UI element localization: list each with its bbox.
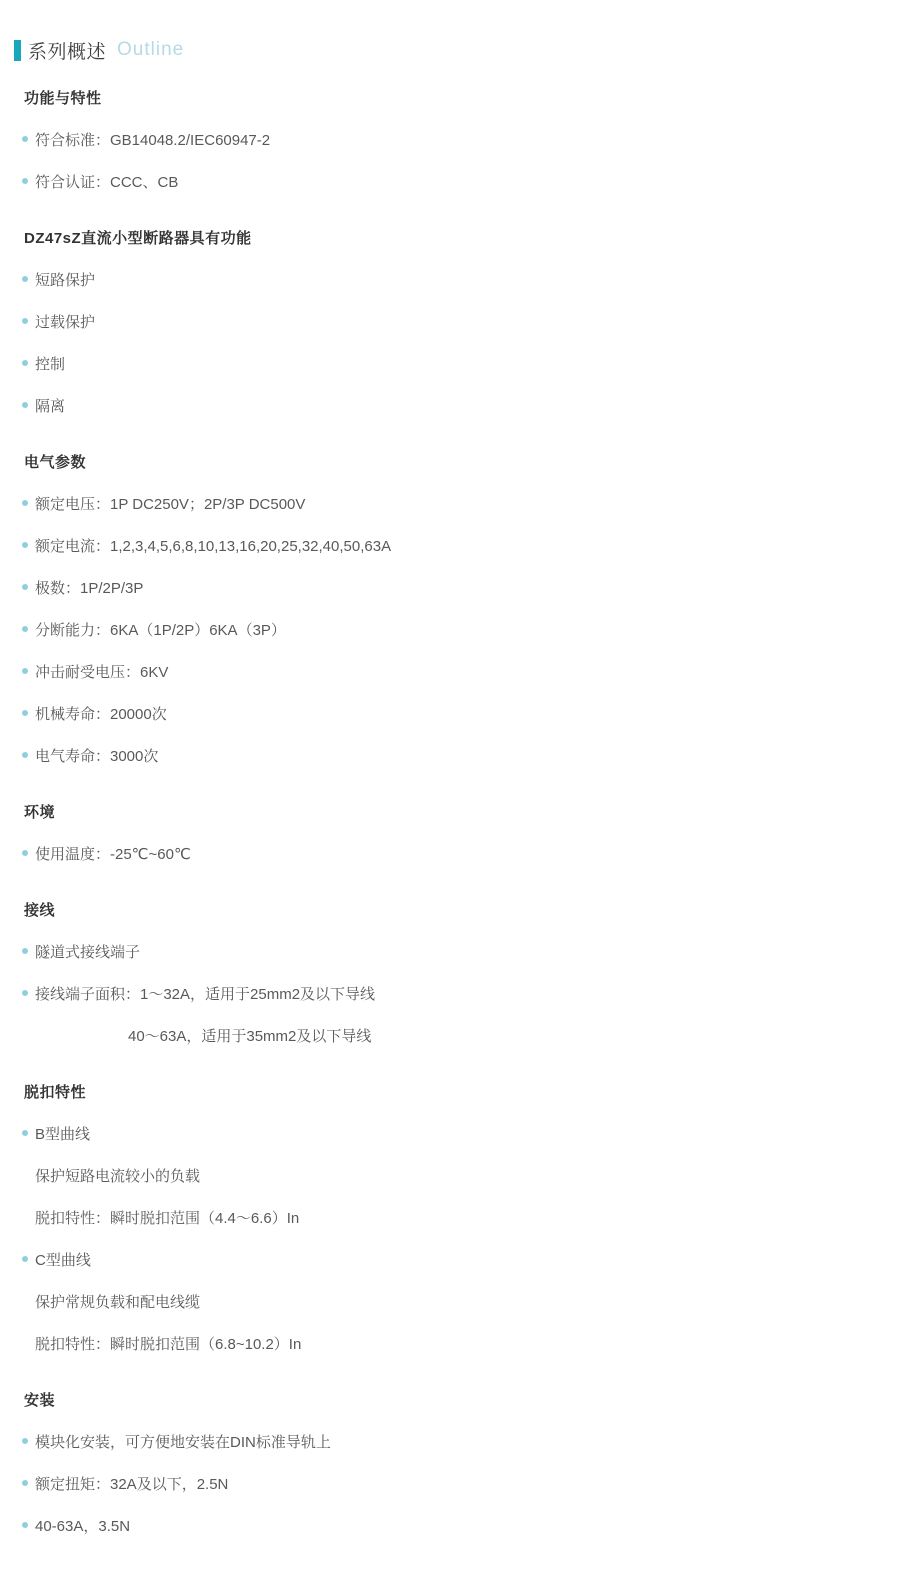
list-item-text: 模块化安装，可方便地安装在DIN标准导轨上 [35, 1433, 331, 1451]
list-item [22, 384, 900, 426]
list-item [22, 1280, 900, 1322]
bullet-icon [22, 626, 28, 632]
list-item-text: 40～63A，适用于35mm2及以下导线 [128, 1027, 372, 1045]
list-item [22, 482, 900, 524]
list-item-text: 额定电流：1,2,3,4,5,6,8,10,13,16,20,25,32,40,50,63A [35, 537, 392, 555]
bullet-icon [22, 1438, 28, 1444]
list-item [22, 1462, 900, 1504]
list-item [22, 342, 900, 384]
section-heading: 环境 [24, 803, 56, 821]
page-header [14, 38, 900, 62]
list-item [22, 566, 900, 608]
list-item-text: 符合标准：GB14048.2/IEC60947-2 [35, 131, 271, 149]
bullet-icon [22, 584, 28, 590]
list-item-text: 电气寿命：3000次 [35, 747, 159, 765]
list-item-text: 脱扣特性：瞬时脱扣范围（4.4～6.6）In [35, 1209, 300, 1227]
bullet-icon [22, 360, 28, 366]
list-item [22, 1196, 900, 1238]
bullet-icon [22, 136, 28, 142]
section-heading: 安装 [24, 1391, 56, 1409]
list-item [22, 930, 900, 972]
bullet-icon [22, 500, 28, 506]
bullet-icon [22, 1522, 28, 1528]
list-item-text: 极数：1P/2P/3P [35, 579, 144, 597]
list-item-text: 符合认证：CCC、CB [35, 173, 179, 191]
accent-bar-icon [14, 40, 21, 61]
list-item-text: 40-63A，3.5N [35, 1517, 131, 1535]
bullet-icon [22, 668, 28, 674]
list-item [22, 692, 900, 734]
list-item [22, 118, 900, 160]
list-item-text: 保护短路电流较小的负载 [35, 1167, 201, 1185]
list-item-text: 短路保护 [35, 271, 96, 289]
list-item [22, 1112, 900, 1154]
bullet-icon [22, 850, 28, 856]
page-title: 系列概述 [28, 41, 107, 63]
bullet-icon [22, 1130, 28, 1136]
bullet-icon [22, 542, 28, 548]
list-item-text: 额定扭矩：32A及以下，2.5N [35, 1475, 229, 1493]
section-heading: DZ47sZ直流小型断路器具有功能 [24, 229, 252, 247]
list-item-text: 额定电压：1P DC250V；2P/3P DC500V [35, 495, 306, 513]
list-item [22, 1238, 900, 1280]
list-item [22, 1504, 900, 1546]
list-item-text: C型曲线 [35, 1251, 91, 1269]
bullet-icon [22, 752, 28, 758]
list-item-text: 机械寿命：20000次 [35, 705, 167, 723]
bullet-icon [22, 710, 28, 716]
section-heading: 功能与特性 [24, 89, 102, 107]
list-item [22, 832, 900, 874]
bullet-icon [22, 1480, 28, 1486]
list-item-text: 过载保护 [35, 313, 96, 331]
list-item-text: 使用温度：-25℃~60℃ [35, 845, 191, 863]
list-item [22, 972, 900, 1014]
bullet-icon [22, 318, 28, 324]
list-item [22, 1420, 900, 1462]
bullet-icon [22, 990, 28, 996]
bullet-icon [22, 948, 28, 954]
list-item-text: 接线端子面积：1～32A，适用于25mm2及以下导线 [35, 985, 376, 1003]
list-item [22, 608, 900, 650]
list-item [22, 734, 900, 776]
list-item [22, 160, 900, 202]
list-item [22, 1322, 900, 1364]
list-item [22, 258, 900, 300]
section-heading: 脱扣特性 [24, 1083, 87, 1101]
list-item-text: 保护常规负载和配电线缆 [35, 1293, 201, 1311]
section-heading: 电气参数 [24, 453, 87, 471]
list-item-text: 冲击耐受电压：6KV [35, 663, 169, 681]
list-item [22, 300, 900, 342]
list-item-text: 隔离 [35, 397, 66, 415]
outline-content [0, 76, 900, 1546]
bullet-icon [22, 1256, 28, 1262]
page-subtitle: Outline [117, 39, 185, 60]
section-heading: 接线 [24, 901, 56, 919]
list-item [22, 650, 900, 692]
list-item-text: B型曲线 [35, 1125, 91, 1143]
list-item-text: 控制 [35, 355, 66, 373]
list-item-text: 隧道式接线端子 [35, 943, 141, 961]
bullet-icon [22, 402, 28, 408]
list-item [22, 524, 900, 566]
list-item-text: 分断能力：6KA（1P/2P）6KA（3P） [35, 621, 286, 639]
bullet-icon [22, 178, 28, 184]
list-item [22, 1014, 900, 1056]
bullet-icon [22, 276, 28, 282]
list-item-text: 脱扣特性：瞬时脱扣范围（6.8~10.2）In [35, 1335, 302, 1353]
list-item [22, 1154, 900, 1196]
